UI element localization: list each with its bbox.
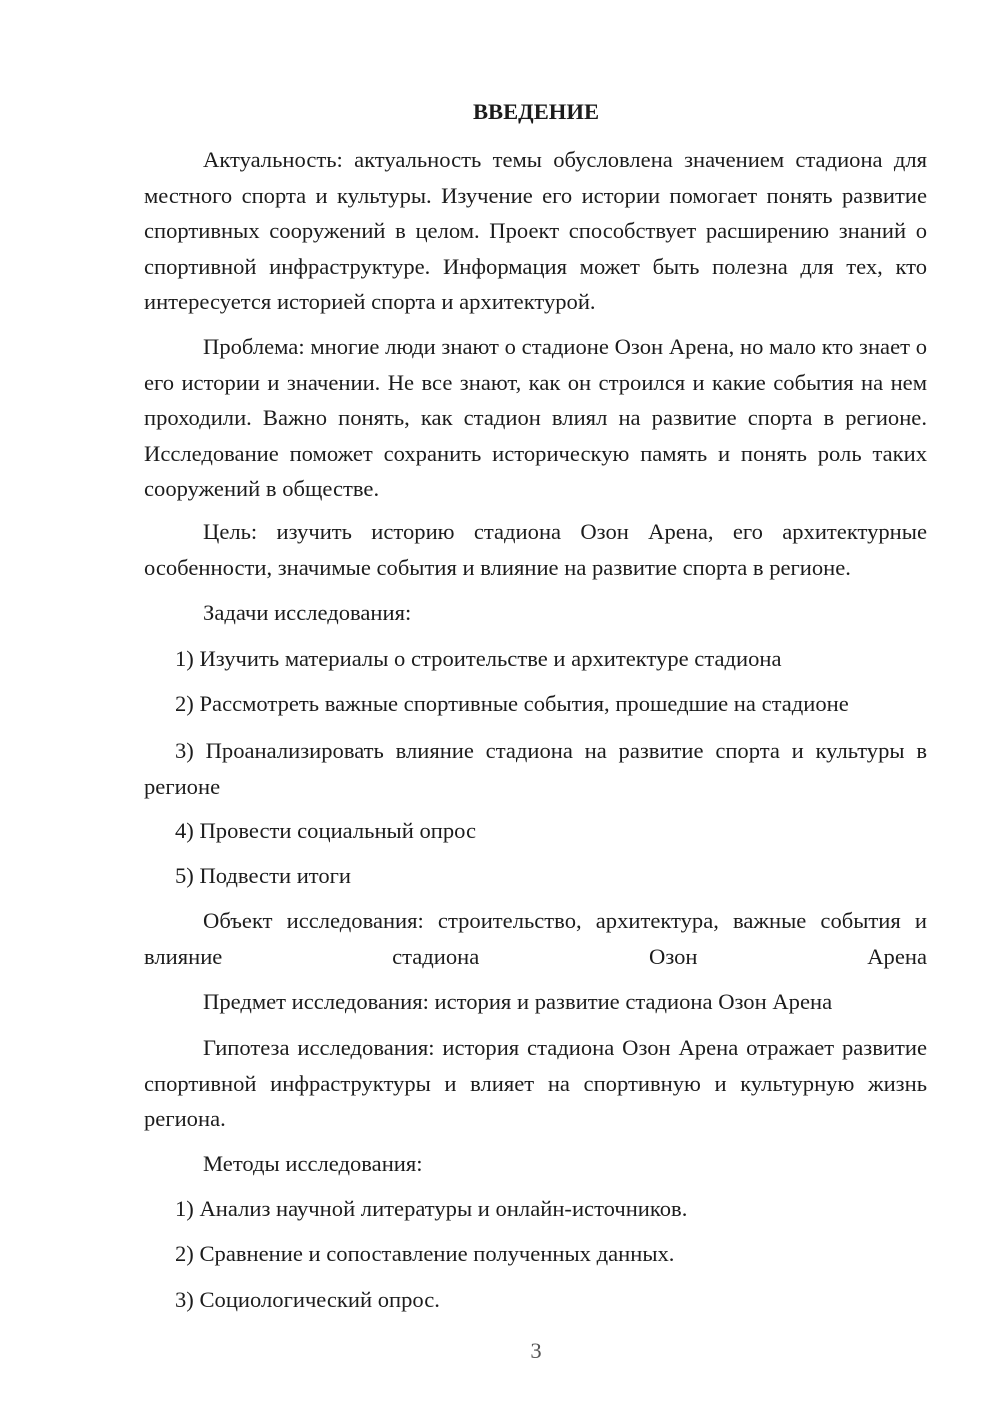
method-item: 3) Социологический опрос. (175, 1287, 440, 1312)
task-item: 5) Подвести итоги (175, 863, 352, 888)
task-item: 4) Провести социальный опрос (175, 818, 477, 843)
task-item: 3) Проанализировать влияние стадиона на развитие спорта и культуры в регионе (144, 738, 927, 799)
subject-paragraph: Предмет исследования: история и развитие стадиона Озон Арена (203, 989, 833, 1014)
tasks-heading: Задачи исследования: (203, 600, 412, 625)
hypothesis-paragraph: Гипотеза исследования: история стадиона Озон Арена отражает развитие спортивной инфраструктуры и влияет на спортивную и культурную жизнь региона. (144, 1035, 927, 1131)
page-number: 3 (530, 1338, 542, 1363)
task-item: 1) Изучить материалы о строительстве и архитектуре стадиона (175, 646, 782, 671)
method-item: 2) Сравнение и сопоставление полученных данных. (175, 1241, 675, 1266)
task-item: 2) Рассмотреть важные спортивные события, прошедшие на стадионе (175, 691, 849, 716)
relevance-paragraph: Актуальность: актуальность темы обусловлена значением стадиона для местного спорта и культуры. Изучение его истории помогает понять развитие спортивных сооружений в целом. Проект способствует расширению знаний о спортивной инфраструктуре. Информация может быть полезна для тех, кто интересуется историей спорта и архитектурой. (144, 147, 927, 314)
object-paragraph: Объект исследования: строительство, архитектура, важные события и влияние стадиона Озон Арена (144, 908, 927, 969)
method-item: 1) Анализ научной литературы и онлайн-источников. (175, 1196, 688, 1221)
methods-heading: Методы исследования: (203, 1151, 423, 1176)
problem-paragraph: Проблема: многие люди знают о стадионе Озон Арена, но мало кто знает о его истории и значении. Не все знают, как он строился и какие события на нем проходили. Важно понять, как стадион влиял на развитие спорта в регионе. Исследование поможет сохранить историческую память и понять роль таких сооружений в обществе. (144, 334, 927, 501)
goal-paragraph: Цель: изучить историю стадиона Озон Арена, его архитектурные особенности, значимые события и влияние на развитие спорта в регионе. (144, 519, 927, 580)
page-title: ВВЕДЕНИЕ (472, 99, 600, 124)
